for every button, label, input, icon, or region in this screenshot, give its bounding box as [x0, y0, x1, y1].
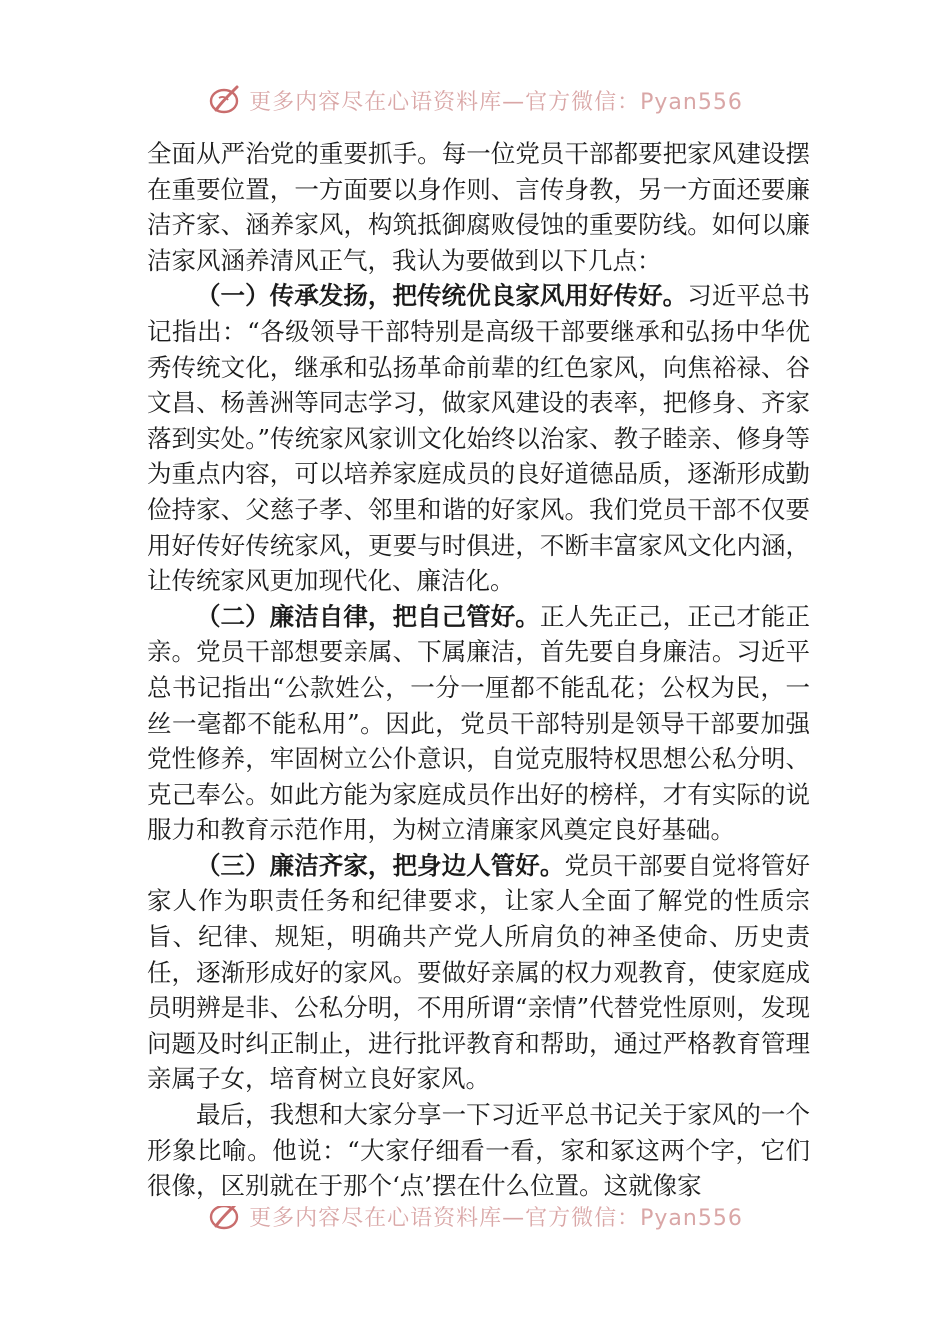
- paragraph-point-2: [147, 599, 810, 848]
- paragraph-point-3-text: 党员干部要自觉将管好家人作为职责任务和纪律要求，让家人全面了解党的性质宗旨、纪律、规矩，明确共产党人所肩负的神圣使命、历史责任，逐渐形成好的家风。要做好亲属的权力观教育，使家庭成员明辨是非、公私分明，不用所谓“亲情”代替党性原则，发现问题及时纠正制止，进行批评教育和帮助，通过严格教育管理亲属子女，培育树立良好家风。: [147, 850, 810, 1094]
- paragraph-closing: [147, 1097, 810, 1204]
- paragraph-point-1-text: 习近平总书记指出：“各级领导干部特别是高级干部要继承和弘扬中华优秀传统文化，继承和弘扬革命前辈的红色家风，向焦裕禄、谷文昌、杨善洲等同志学习，做家风建设的表率，把修身、齐家落到实处。”传统家风家训文化始终以治家、教子睦亲、修身等为重点内容，可以培养家庭成员的良好道德品质，逐渐形成勤俭持家、父慈子孝、邻里和谐的好家风。我们党员干部不仅要用好传好传统家风，更要与时俱进，不断丰富家风文化内涵，让传统家风更加现代化、廉洁化。: [147, 281, 810, 596]
- paragraph-point-3-heading: （三）廉洁齐家，把身边人管好。: [196, 850, 565, 880]
- footer-watermark: [0, 1206, 950, 1242]
- paragraph-intro-text: 全面从严治党的重要抓手。每一位党员干部都要把家风建设摆在重要位置，一方面要以身作则、言传身教，另一方面还要廉洁齐家、涵养家风，构筑抵御腐败侵蚀的重要防线。如何以廉洁家风涵养清风正气，我认为要做到以下几点：: [147, 139, 810, 275]
- document-body: [147, 136, 810, 1204]
- paragraph-point-3: [147, 848, 810, 1097]
- header-watermark-text: 更多内容尽在心语资料库—官方微信：Pyan556: [249, 89, 743, 115]
- paragraph-point-1-heading: （一）传承发扬，把传统优良家风用好传好。: [196, 281, 688, 311]
- paragraph-closing-text: 最后，我想和大家分享一下习近平总书记关于家风的一个形象比喻。他说：“大家仔细看一看，家和冢这两个字，它们很像，区别就在于那个‘点’摆在什么位置。这就像家: [147, 1100, 810, 1201]
- footer-watermark-text: 更多内容尽在心语资料库—官方微信：Pyan556: [249, 1206, 743, 1231]
- footer-brush-pen-logo-icon: [207, 1206, 241, 1233]
- paragraph-intro: [147, 136, 810, 278]
- paragraph-point-2-text: 正人先正己，正己才能正亲。党员干部想要亲属、下属廉洁，首先要自身廉洁。习近平总书记指出“公款姓公，一分一厘都不能乱花；公权为民，一丝一毫都不能私用”。因此，党员干部特别是领导干部要加强党性修养，牢固树立公仆意识，自觉克服特权思想公私分明、克己奉公。如此方能为家庭成员作出好的榜样，才有实际的说服力和教育示范作用，为树立清廉家风奠定良好基础。: [147, 601, 810, 845]
- paragraph-point-2-heading: （二）廉洁自律，把自己管好。: [196, 601, 540, 631]
- brush-pen-logo-icon: [207, 83, 241, 117]
- header-watermark: [0, 80, 950, 120]
- paragraph-point-1: [147, 278, 810, 598]
